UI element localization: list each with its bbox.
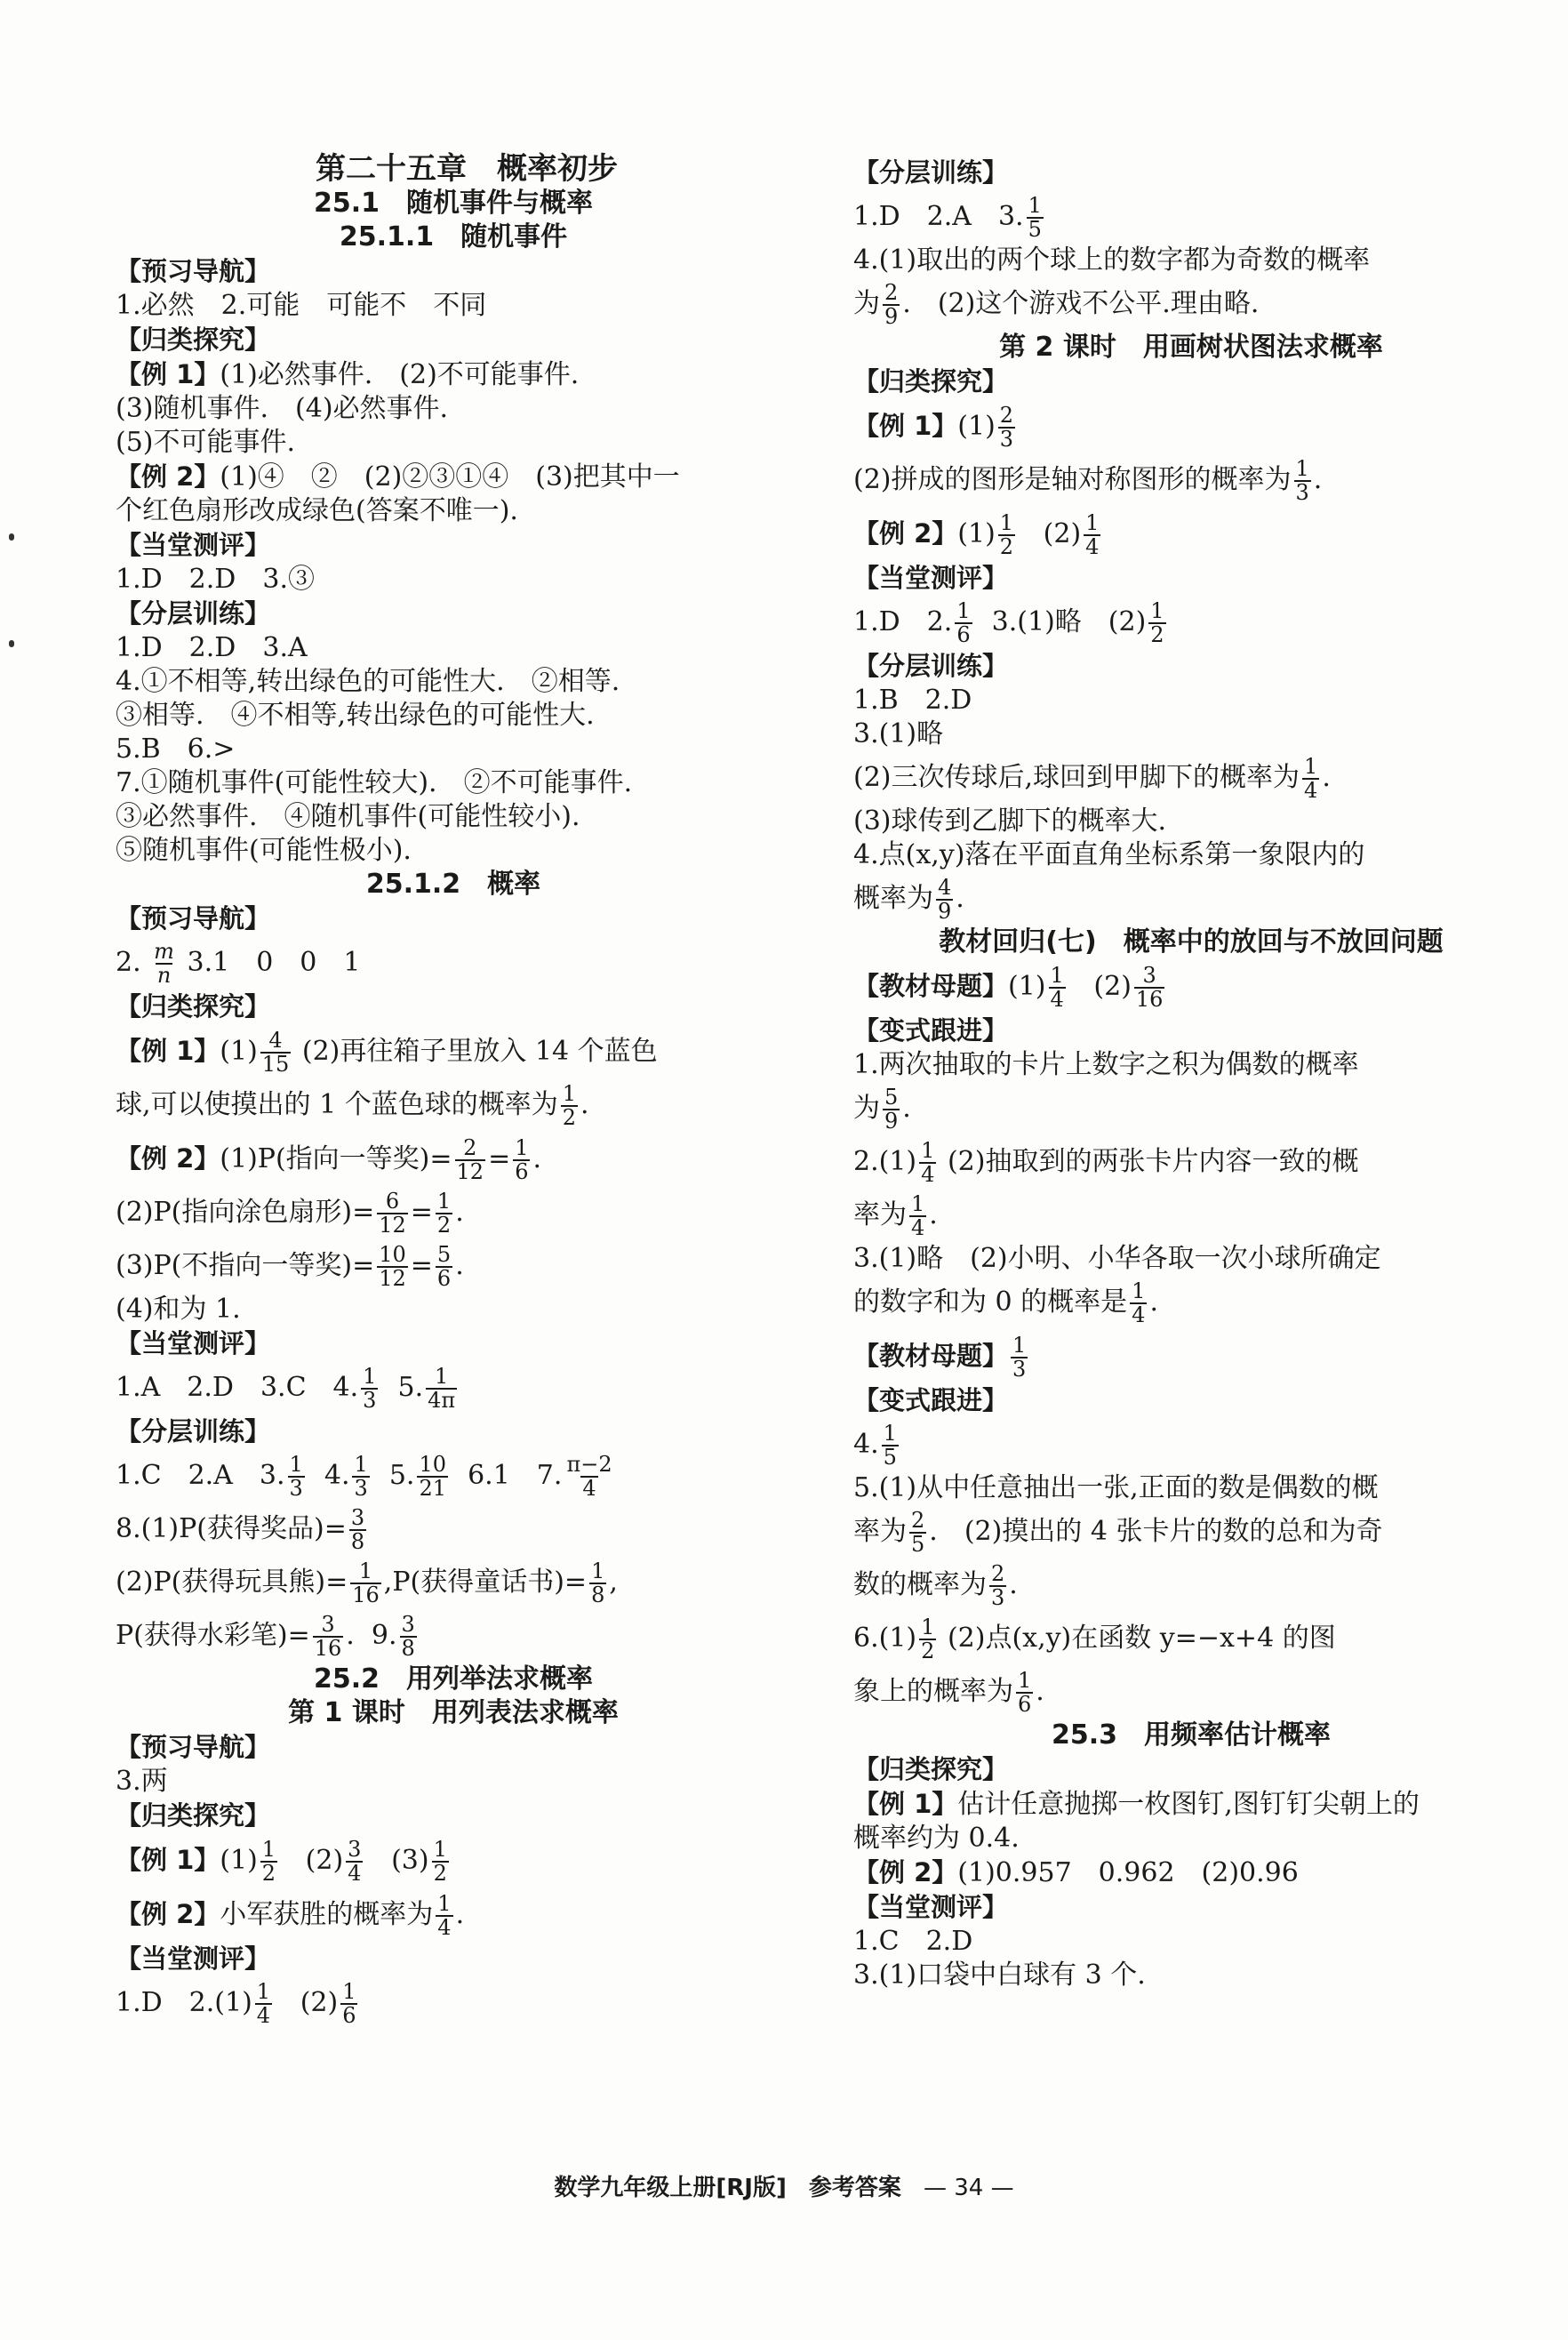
answer-line: 1.A 2.D 3.C 4. $\frac{1}{3}$ 5. $\frac{1}{4\pi}$: [116, 1364, 456, 1413]
fraction: $\frac{1}{4}$: [921, 1138, 935, 1187]
fraction: $\frac{5}{9}$: [884, 1085, 899, 1134]
fraction: $\frac{1}{4}$: [1050, 963, 1064, 1012]
answer-text: (1)0.957 0.962 (2)0.96: [957, 1857, 1299, 1888]
answer-line: 3.(1)略 (2)小明、小华各取一次小球所确定: [853, 1243, 1381, 1274]
tag-layered: 【分层训练】: [853, 651, 1009, 681]
fraction: $\frac{m}{n}$: [154, 939, 174, 988]
answer-line: ⑤随机事件(可能性极小).: [116, 835, 412, 866]
answer-line: 8.(1)P(获得奖品)= $\frac{3}{8}$: [116, 1505, 365, 1554]
section-title: 25.2 用列举法求概率: [313, 1663, 594, 1695]
answer-line: 率为 $\frac{1}{4}$ .: [853, 1191, 938, 1240]
answer-line: 概率为 $\frac{4}{9}$ .: [853, 875, 964, 924]
answer-line: 【教材母题】 $\frac{1}{3}$: [853, 1333, 1027, 1382]
fraction: $\frac{6}{12}$: [379, 1189, 406, 1238]
footer-label: 参考答案: [808, 2175, 901, 2201]
tag-example-1: 【例 1】: [853, 1789, 958, 1819]
fraction: $\frac{3}{16}$: [314, 1612, 342, 1661]
answer-line: 4.①不相等,转出绿色的可能性大. ②相等.: [116, 666, 620, 697]
answer-line: 的数字和为 0 的概率是 $\frac{1}{4}$ .: [853, 1278, 1158, 1327]
footer-book-title: 数学九年级上册[RJ版]: [554, 2175, 787, 2201]
answer-line: (2)三次传球后,球回到甲脚下的概率为 $\frac{1}{4}$ .: [853, 754, 1331, 803]
answer-line: ③相等. ④不相等,转出绿色的可能性大.: [116, 700, 595, 731]
right-column: [853, 156, 1529, 1992]
section-title: 25.3 用频率估计概率: [1051, 1719, 1332, 1751]
fraction: $\frac{1}{4}$: [911, 1191, 925, 1240]
answer-line: 【例 1】(1) $\frac{4}{15}$ (2)再往箱子里放入 14 个蓝色: [116, 1028, 658, 1077]
answer-line: 1.D 2.A 3. $\frac{1}{5}$: [853, 193, 1042, 242]
answer-line: 【例 2】(1) $\frac{1}{2}$ (2) $\frac{1}{4}$: [853, 510, 1100, 559]
answer-line: (3)球传到乙脚下的概率大.: [853, 805, 1167, 837]
fraction: $\frac{1}{6}$: [956, 598, 971, 647]
fraction: $\frac{1}{6}$: [515, 1135, 529, 1184]
answer-line: 3.(1)口袋中白球有 3 个.: [853, 1959, 1146, 1991]
subsection-title: 25.1.2 概率: [365, 869, 541, 900]
fraction: $\frac{1}{5}$: [1028, 193, 1042, 242]
answer-line: 【例 2】小军获胜的概率为 $\frac{1}{4}$ .: [116, 1891, 465, 1940]
answer-line: 1.D 2.D 3.③: [116, 564, 315, 595]
answer-line: P(获得水彩笔)= $\frac{3}{16}$ . 9. $\frac{3}{8}$: [116, 1612, 415, 1661]
fraction: $\frac{1}{3}$: [363, 1364, 377, 1413]
answer-line: 1.D 2.D 3.A: [116, 632, 308, 663]
tag-explore: 【归类探究】: [116, 1800, 271, 1831]
left-column: [116, 151, 791, 2030]
answer-line: 【例 1】(1) $\frac{1}{2}$ (2) $\frac{3}{4}$ (3) $\frac{1}{2}$: [116, 1837, 447, 1886]
fraction: $\frac{1}{4\pi}$: [428, 1364, 456, 1413]
fraction: $\frac{2}{12}$: [456, 1135, 484, 1184]
fraction: $\frac{1}{6}$: [342, 1979, 356, 2028]
fraction: $\frac{4}{15}$: [261, 1028, 290, 1077]
fraction: $\frac{1}{4}$: [1132, 1278, 1146, 1327]
answer-line: (2)P(指向涂色扇形)= $\frac{6}{12}$ = $\frac{1}{2}$ .: [116, 1189, 464, 1238]
tag-explore: 【归类探究】: [853, 366, 1009, 397]
fraction: $\frac{1}{2}$: [562, 1081, 576, 1130]
tag-variant: 【变式跟进】: [853, 1385, 1009, 1415]
answer-line: 为 $\frac{5}{9}$ .: [853, 1085, 911, 1134]
fraction: $\frac{1}{2}$: [261, 1837, 276, 1886]
answer-line: 1.C 2.A 3. $\frac{1}{3}$ 4. $\frac{1}{3}$ 5. $\frac{10}{21}$ 6.1 7. $\frac{\pi-2}{4}$: [116, 1452, 612, 1501]
fraction: $\frac{1}{4}$: [437, 1891, 452, 1940]
fraction: $\frac{2}{3}$: [991, 1561, 1005, 1610]
answer-line: (5)不可能事件.: [116, 427, 296, 458]
tag-example-2: 【例 2】: [853, 1857, 958, 1887]
tag-preview: 【预习导航】: [116, 256, 271, 286]
tag-variant: 【变式跟进】: [853, 1015, 1009, 1046]
answer-line: 【例 1】(1) $\frac{2}{3}$: [853, 403, 1014, 452]
answer-line: 6.(1) $\frac{1}{2}$ (2)点(x,y)在函数 y=−x+4 的图: [853, 1615, 1336, 1663]
tag-example-1: 【例 1】: [116, 359, 220, 389]
tag-class-test: 【当堂测评】: [853, 1892, 1009, 1922]
answer-line: 3.两: [116, 1766, 168, 1797]
fraction: $\frac{3}{4}$: [348, 1837, 362, 1886]
fraction: $\frac{1}{3}$: [1295, 456, 1309, 505]
answer-line: 1.B 2.D: [853, 685, 972, 716]
subsection-title: 25.1.1 随机事件: [339, 221, 568, 252]
fraction: $\frac{10}{21}$: [419, 1452, 447, 1501]
answer-line: 1.C 2.D: [853, 1926, 973, 1957]
fraction: $\frac{1}{8}$: [591, 1559, 605, 1607]
margin-mark: [9, 640, 14, 647]
tag-preview: 【预习导航】: [116, 1732, 271, 1762]
answer-line: 率为 $\frac{2}{5}$ . (2)摸出的 4 张卡片的数的总和为奇: [853, 1508, 1383, 1557]
tag-class-test: 【当堂测评】: [116, 530, 271, 560]
answer-line: (2)P(获得玩具熊)= $\frac{1}{16}$ ,P(获得童话书)= $\frac{1}{8}$ ,: [116, 1559, 618, 1607]
answer-text: 估计任意抛掷一枚图钉,图钉钉尖朝上的: [957, 1789, 1420, 1820]
answer-line: 1.两次抽取的卡片上数字之积为偶数的概率: [853, 1049, 1359, 1080]
answer-line: 5.B 6.>: [116, 733, 236, 765]
tag-explore: 【归类探究】: [853, 1754, 1009, 1784]
answer-line: ③必然事件. ④随机事件(可能性较小).: [116, 801, 580, 832]
answer-line: 3.(1)略: [853, 718, 944, 749]
tag-preview: 【预习导航】: [116, 903, 271, 934]
answer-line: (3)P(不指向一等奖)= $\frac{10}{12}$ = $\frac{5}{6}$ .: [116, 1242, 464, 1291]
fraction: $\frac{1}{6}$: [1018, 1668, 1032, 1717]
answer-line: 个红色扇形改成绿色(答案不唯一).: [116, 495, 518, 526]
fraction: $\frac{3}{8}$: [350, 1505, 365, 1554]
tag-explore: 【归类探究】: [116, 325, 271, 355]
answer-line: 1.D 2. $\frac{1}{6}$ 3.(1)略 (2) $\frac{1}{2}$: [853, 598, 1164, 647]
answer-line: (2)拼成的图形是轴对称图形的概率为 $\frac{1}{3}$ .: [853, 456, 1323, 505]
fraction: $\frac{2}{9}$: [884, 280, 899, 329]
tag-example-2: 【例 2】: [116, 461, 220, 492]
answer-line: 2. $\frac{m}{n}$ 3.1 0 0 1: [116, 939, 361, 988]
answer-line: 2.(1) $\frac{1}{4}$ (2)抽取到的两张卡片内容一致的概: [853, 1138, 1359, 1187]
answer-line: 5.(1)从中任意抽出一张,正面的数是偶数的概: [853, 1472, 1379, 1503]
answer-line: 球,可以使摸出的 1 个蓝色球的概率为 $\frac{1}{2}$ .: [116, 1081, 589, 1130]
answer-line: 4.(1)取出的两个球上的数字都为奇数的概率: [853, 244, 1371, 276]
fraction: $\frac{1}{5}$: [883, 1421, 897, 1470]
fraction: $\frac{4}{9}$: [938, 875, 952, 924]
section-title: 25.1 随机事件与概率: [313, 188, 594, 219]
fraction: $\frac{3}{8}$: [401, 1612, 415, 1661]
answer-line: 7.①随机事件(可能性较大). ②不可能事件.: [116, 767, 633, 798]
answer-line: 概率约为 0.4.: [853, 1823, 1020, 1854]
tag-class-test: 【当堂测评】: [853, 563, 1009, 593]
fraction: $\frac{3}{16}$: [1135, 963, 1164, 1012]
answer-line: 数的概率为 $\frac{2}{3}$ .: [853, 1561, 1018, 1610]
fraction: $\frac{1}{2}$: [1150, 598, 1164, 647]
tag-class-test: 【当堂测评】: [116, 1328, 271, 1358]
page-number: — 34 —: [923, 2175, 1014, 2201]
answer-line: (4)和为 1.: [116, 1294, 241, 1325]
answer-line: 【例 2】(1)P(指向一等奖)= $\frac{2}{12}$ = $\frac{1}{6}$ .: [116, 1135, 542, 1184]
answer-line: 为 $\frac{2}{9}$ . (2)这个游戏不公平.理由略.: [853, 280, 1260, 329]
fraction: $\frac{\pi-2}{4}$: [566, 1452, 612, 1501]
answer-text: (1)④ ② (2)②③①④ (3)把其中一: [220, 461, 680, 493]
fraction: $\frac{1}{3}$: [354, 1452, 368, 1501]
fraction: $\frac{1}{3}$: [289, 1452, 303, 1501]
subsection-title: 教材回归(七) 概率中的放回与不放回问题: [939, 926, 1444, 958]
fraction: $\frac{1}{2}$: [433, 1837, 447, 1886]
tag-explore: 【归类探究】: [116, 991, 271, 1022]
subsection-title: 第 1 课时 用列表法求概率: [288, 1697, 619, 1728]
answer-line: 1.必然 2.可能 可能不 不同: [116, 290, 487, 321]
answer-line: 1.D 2.(1) $\frac{1}{4}$ (2) $\frac{1}{6}$: [116, 1979, 356, 2028]
chapter-title: 第二十五章 概率初步: [316, 151, 618, 187]
fraction: $\frac{1}{4}$: [1304, 754, 1318, 803]
fraction: $\frac{1}{2}$: [921, 1615, 935, 1663]
subsection-title: 第 2 课时 用画树状图法求概率: [999, 332, 1383, 363]
fraction: $\frac{2}{3}$: [999, 403, 1014, 452]
margin-mark: [9, 533, 14, 541]
tag-layered: 【分层训练】: [853, 157, 1009, 188]
fraction: $\frac{1}{3}$: [1012, 1333, 1027, 1382]
fraction: $\frac{1}{2}$: [999, 510, 1014, 559]
fraction: $\frac{1}{2}$: [436, 1189, 452, 1238]
fraction: $\frac{1}{4}$: [1085, 510, 1100, 559]
answer-line: 4. $\frac{1}{5}$: [853, 1421, 897, 1470]
fraction: $\frac{2}{5}$: [911, 1508, 925, 1557]
answer-line: 4.点(x,y)落在平面直角坐标系第一象限内的: [853, 839, 1365, 870]
answer-text: (1)必然事件. (2)不可能事件.: [220, 359, 580, 390]
fraction: $\frac{1}{16}$: [352, 1559, 380, 1607]
tag-layered: 【分层训练】: [116, 1416, 271, 1446]
answer-line: 【教材母题】(1) $\frac{1}{4}$ (2) $\frac{3}{16}$: [853, 963, 1164, 1012]
answer-line: (3)随机事件. (4)必然事件.: [116, 393, 449, 424]
page-footer: [0, 2169, 1568, 2202]
fraction: $\frac{10}{12}$: [379, 1242, 406, 1291]
fraction: $\frac{1}{4}$: [256, 1979, 271, 2028]
tag-layered: 【分层训练】: [116, 598, 271, 629]
tag-class-test: 【当堂测评】: [116, 1943, 271, 1974]
answer-line: 象上的概率为 $\frac{1}{6}$ .: [853, 1668, 1044, 1717]
fraction: $\frac{5}{6}$: [436, 1242, 452, 1291]
